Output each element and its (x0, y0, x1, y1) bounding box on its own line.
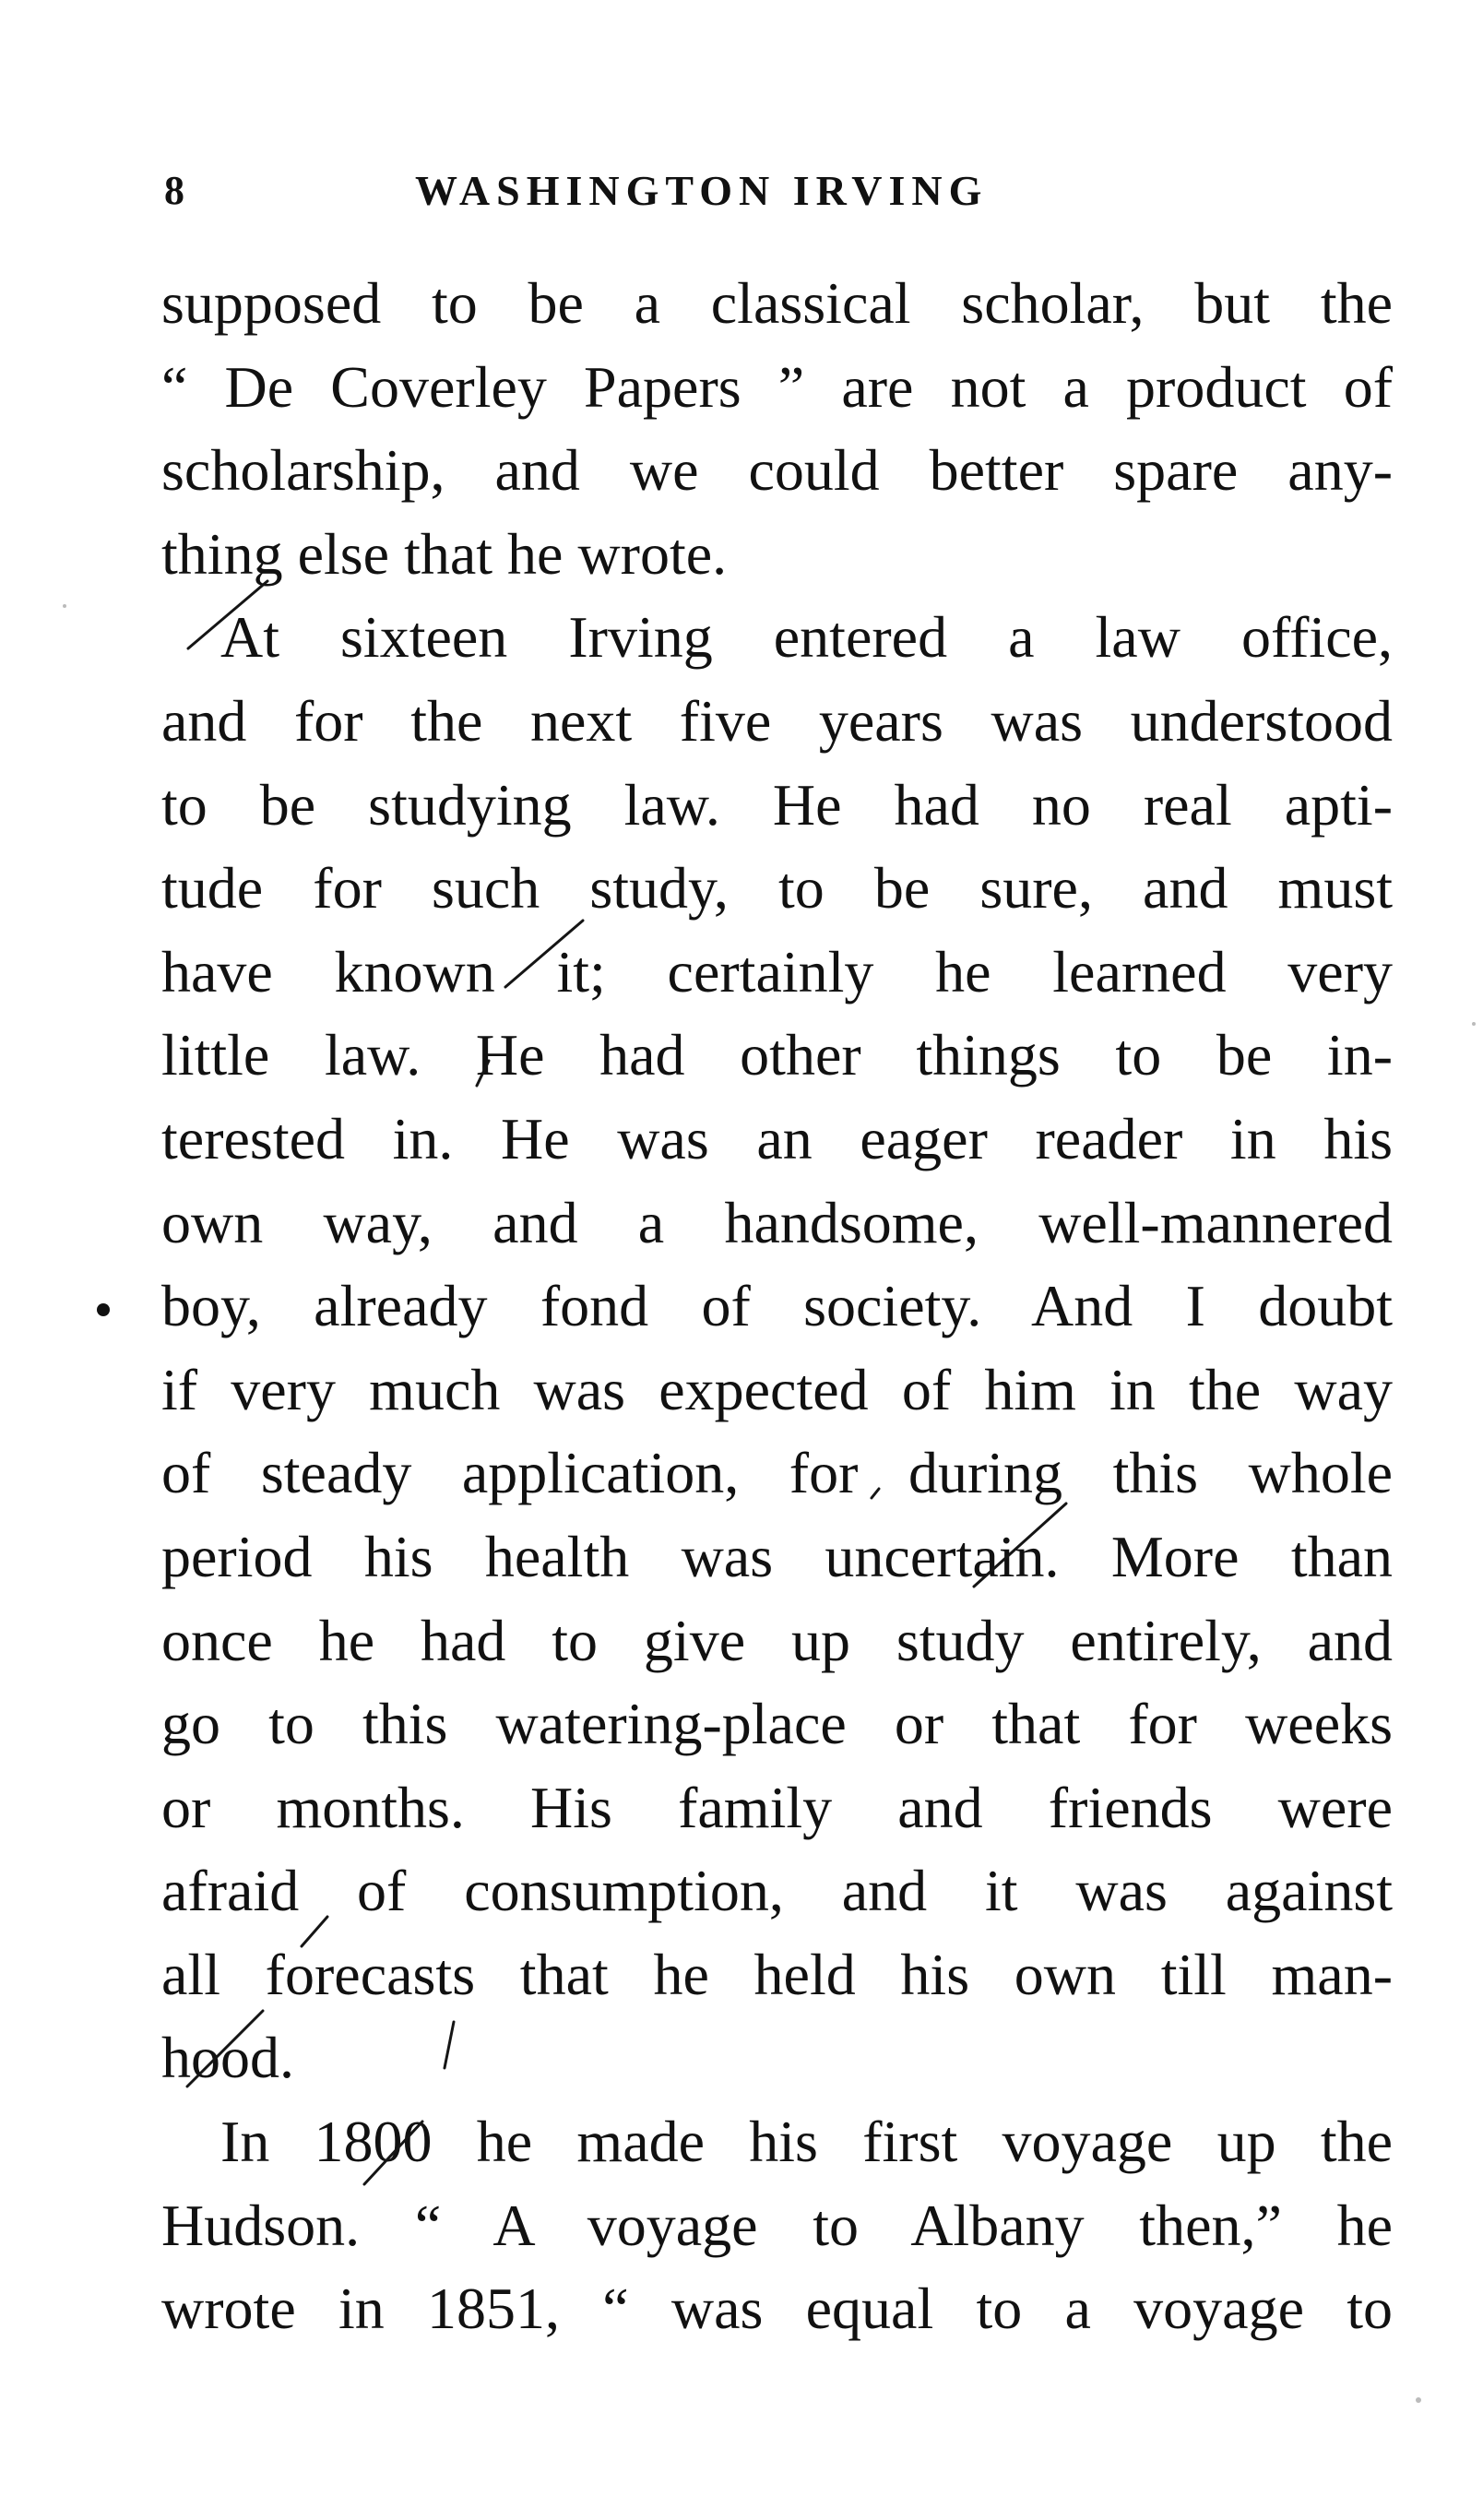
running-head (164, 159, 1391, 223)
margin-dot-mark (97, 1303, 110, 1316)
body-text (161, 262, 1393, 2351)
text-line: of steady application, for during this whole (161, 1440, 1393, 1506)
text-line: supposed to be a classical scholar, but the (161, 270, 1393, 336)
text-line: wrote in 1851, “ was equal to a voyage to (161, 2276, 1393, 2342)
text-line: afraid of consumption, and it was against (161, 1858, 1393, 1924)
paper-speck (63, 604, 66, 608)
paper-speck (1416, 2397, 1421, 2403)
text-line: “ De Coverley Papers ” are not a product of (161, 353, 1393, 420)
paper-speck (1472, 1022, 1476, 1026)
text-line: terested in. He was an eager reader in his (161, 1105, 1393, 1171)
text-line: go to this watering-place or that for weeks (161, 1691, 1393, 1757)
text-line: Hudson. “ A voyage to Albany then,” he (161, 2192, 1393, 2258)
text-line: hood. (161, 2025, 294, 2091)
text-line: little law. He had other things to be in- (161, 1022, 1393, 1088)
text-line: scholarship, and we could better spare any- (161, 437, 1393, 504)
text-line: to be studying law. He had no real apti- (161, 771, 1393, 838)
text-line: In 1800 he made his first voyage up the (220, 2109, 1393, 2175)
text-line: once he had to give up study entirely, and (161, 1607, 1393, 1673)
text-line: tude for such study, to be sure, and must (161, 855, 1393, 921)
text-line: and for the next five years was understood (161, 687, 1393, 754)
text-line: if very much was expected of him in the way (161, 1356, 1393, 1422)
text-line: At sixteen Irving entered a law office, (220, 604, 1393, 671)
text-line: have known it; certainly he learned very (161, 938, 1393, 1004)
text-line: all forecasts that he held his own till man- (161, 1941, 1393, 2007)
text-line: boy, already fond of society. And I doubt (161, 1273, 1393, 1339)
text-line: period his health was uncertain. More than (161, 1523, 1393, 1589)
page-number: 8 (164, 168, 184, 213)
text-line: own way, and a handsome, well-mannered (161, 1189, 1393, 1255)
text-line: thing else that he wrote. (161, 520, 728, 587)
text-line: or months. His family and friends were (161, 1774, 1393, 1840)
running-title: WASHINGTON IRVING (415, 167, 989, 214)
